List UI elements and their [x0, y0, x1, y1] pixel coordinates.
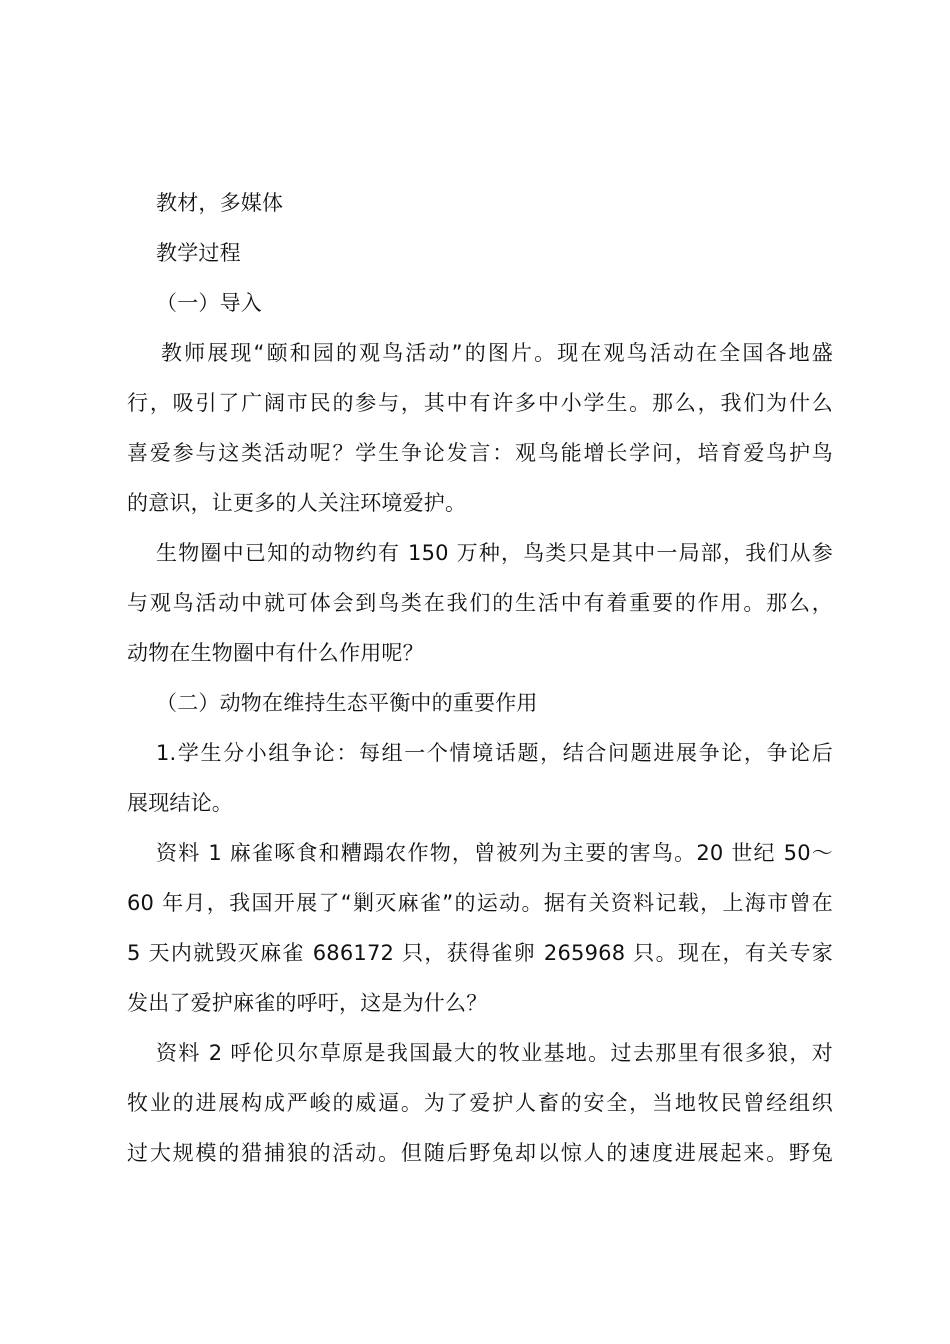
paragraph-line: 行，吸引了广阔市民的参与，其中有许多中小学生。那么，我们为什么: [127, 391, 833, 415]
paragraph-line: 生物圈中已知的动物约有 150 万种，鸟类只是其中一局部，我们从参: [156, 541, 833, 565]
materials-line: 教材，多媒体: [156, 191, 284, 215]
paragraph-line: 1.学生分小组争论：每组一个情境话题，结合问题进展争论，争论后: [156, 741, 833, 765]
paragraph-line: 资料 2 呼伦贝尔草原是我国最大的牧业基地。过去那里有很多狼，对: [156, 1041, 833, 1065]
paragraph-line: 资料 1 麻雀啄食和糟蹋农作物，曾被列为主要的害鸟。20 世纪 50～: [156, 841, 833, 865]
document-page: [127, 178, 833, 1178]
paragraph-line: 喜爱参与这类活动呢？学生争论发言：观鸟能增长学问，培育爱鸟护鸟: [127, 441, 833, 465]
paragraph-line: 动物在生物圈中有什么作用呢？: [127, 641, 424, 665]
section-heading-teaching-process: 教学过程: [156, 241, 241, 265]
paragraph-line: 牧业的进展构成严峻的威逼。为了爱护人畜的安全，当地牧民曾经组织: [127, 1091, 833, 1115]
paragraph-line: 发出了爱护麻雀的呼吁，这是为什么？: [127, 991, 488, 1015]
subheading-ecological-balance: （二）动物在维持生态平衡中的重要作用: [156, 691, 538, 715]
paragraph-line: 5 天内就毁灭麻雀 686172 只，获得雀卵 265968 只。现在，有关专家: [127, 941, 833, 965]
paragraph-line: 与观鸟活动中就可体会到鸟类在我们的生活中有着重要的作用。那么，: [127, 591, 833, 615]
paragraph-line: 过大规模的猎捕狼的活动。但随后野兔却以惊人的速度进展起来。野兔: [127, 1141, 833, 1165]
paragraph-line: 的意识，让更多的人关注环境爱护。: [127, 491, 467, 515]
paragraph-line: 60 年月，我国开展了“剿灭麻雀”的运动。据有关资料记载，上海市曾在: [127, 891, 833, 915]
paragraph-line: 展现结论。: [127, 791, 233, 815]
subheading-introduction: （一）导入: [156, 291, 262, 315]
paragraph-line: 教师展现“颐和园的观鸟活动”的图片。现在观鸟活动在全国各地盛: [161, 341, 833, 365]
